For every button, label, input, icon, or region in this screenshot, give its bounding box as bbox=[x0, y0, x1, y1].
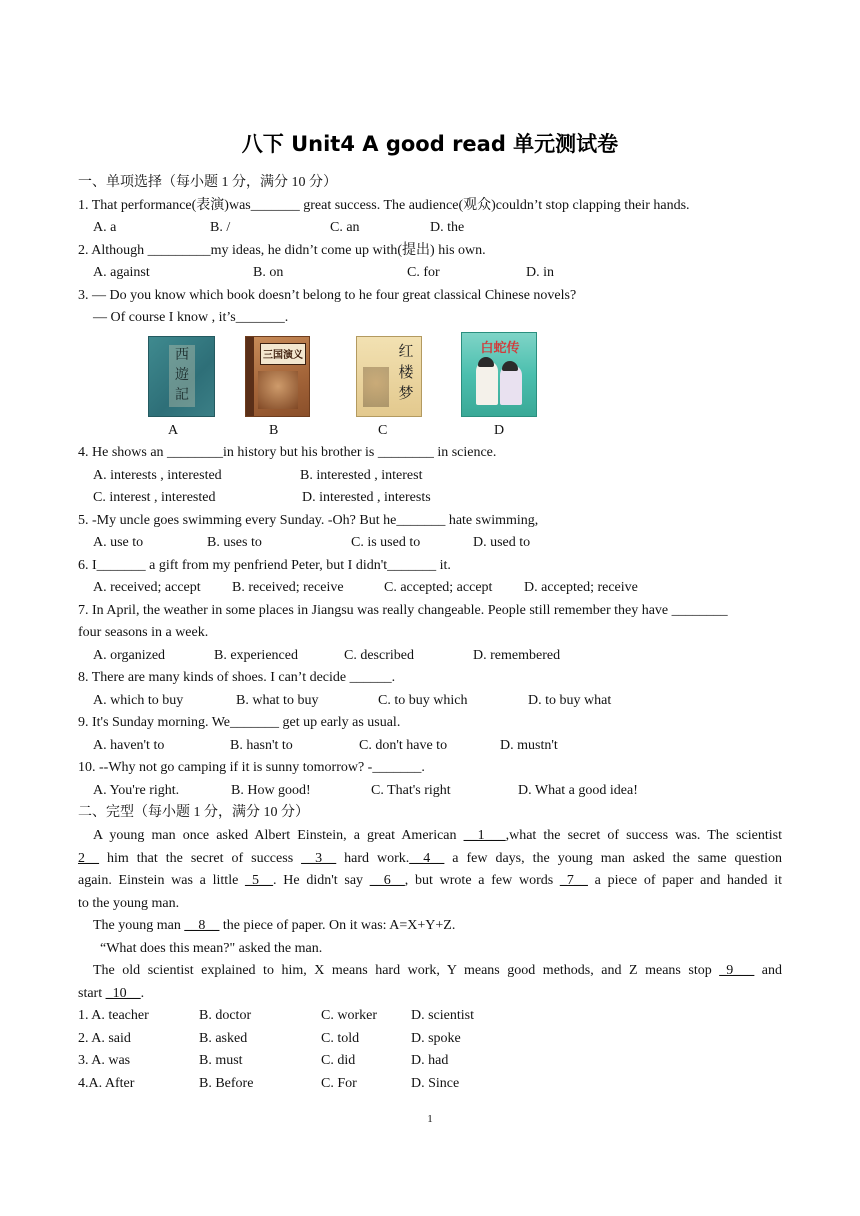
cloze-option: A. After bbox=[88, 1076, 135, 1091]
cloze-number: 2. bbox=[78, 1031, 92, 1046]
question-1-option-d: D. the bbox=[430, 220, 465, 235]
cloze-3-option-a bbox=[78, 1051, 130, 1071]
cloze-1-option-a bbox=[78, 1006, 149, 1026]
question-8-option-b: B. what to buy bbox=[236, 693, 319, 708]
passage-line-4: to the young man. bbox=[78, 896, 180, 911]
cover-label-a: A bbox=[168, 423, 179, 438]
question-9-option-d: D. mustn't bbox=[500, 738, 558, 753]
question-2-option-c: C. for bbox=[407, 265, 440, 280]
question-4-stem: 4. He shows an ________in history but his brother is ________ in science. bbox=[78, 445, 497, 460]
question-1-option-c: C. an bbox=[330, 220, 360, 235]
cloze-3-option-c: C. did bbox=[321, 1053, 356, 1068]
book-cover-a bbox=[148, 336, 215, 417]
cover-label-c: C bbox=[378, 423, 388, 438]
passage-text: The old scientist explained to him, X means hard work, Y means good methods, and Z means stop bbox=[93, 963, 720, 978]
question-4-option-b: B. interested , interest bbox=[300, 468, 423, 483]
blank-9: _9___ bbox=[719, 963, 755, 978]
question-5-option-c: C. is used to bbox=[351, 535, 421, 550]
book-cover-b-title: 三国演义 bbox=[263, 350, 303, 361]
passage-text: hard work. bbox=[336, 851, 410, 866]
question-5-option-a: A. use to bbox=[93, 535, 144, 550]
cloze-1-option-b: B. doctor bbox=[199, 1008, 252, 1023]
question-4-option-a: A. interests , interested bbox=[93, 468, 222, 483]
question-5-option-b: B. uses to bbox=[207, 535, 262, 550]
cloze-option: A. said bbox=[91, 1031, 131, 1046]
passage-text: a piece of paper and handed it bbox=[587, 873, 783, 888]
question-4-option-d: D. interested , interests bbox=[302, 490, 431, 505]
question-1-stem: 1. That performance(表演)was_______ great success. The audience(观众)couldn’t stop clapping their hands. bbox=[78, 198, 690, 213]
passage-text: ,what the secret of success was. The scientist bbox=[505, 828, 782, 843]
question-7-stem-line-2: four seasons in a week. bbox=[78, 625, 209, 640]
cloze-3-option-d: D. had bbox=[411, 1053, 449, 1068]
cloze-3-option-b: B. must bbox=[199, 1053, 243, 1068]
question-6-option-c: C. accepted; accept bbox=[384, 580, 493, 595]
passage-text: . He didn't say bbox=[273, 873, 370, 888]
cloze-2-option-d: D. spoke bbox=[411, 1031, 461, 1046]
book-cover-a-title: 西 遊 記 bbox=[175, 347, 189, 403]
question-3-stem: 3. — Do you know which book doesn’t belong to he four great classical Chinese novels? bbox=[78, 288, 577, 303]
blank-2: 2__ bbox=[78, 851, 99, 866]
question-10-stem: 10. --Why not go camping if it is sunny tomorrow? -_______. bbox=[78, 760, 425, 775]
passage-line-2 bbox=[78, 849, 782, 869]
passage-text: again. Einstein was a little bbox=[78, 873, 246, 888]
cloze-4-option-d: D. Since bbox=[411, 1076, 460, 1091]
question-6-stem: 6. I_______ a gift from my penfriend Peter, but I didn't_______ it. bbox=[78, 558, 451, 573]
question-8-option-d: D. to buy what bbox=[528, 693, 612, 708]
book-cover-d bbox=[461, 332, 537, 417]
cloze-1-option-c: C. worker bbox=[321, 1008, 377, 1023]
cloze-2-option-c: C. told bbox=[321, 1031, 360, 1046]
section-1-heading: 一、单项选择（每小题 1 分，满分 10 分） bbox=[78, 175, 337, 190]
question-10-option-a: A. You're right. bbox=[93, 783, 180, 798]
passage-text: and bbox=[754, 963, 782, 978]
cloze-4-option-b: B. Before bbox=[199, 1076, 254, 1091]
question-7-stem-line-1: 7. In April, the weather in some places in Jiangsu was really changeable. People still remember they have ________ bbox=[78, 603, 728, 618]
question-1-option-b: B. / bbox=[210, 220, 231, 235]
passage-line-5 bbox=[93, 916, 455, 936]
passage-line-7 bbox=[93, 961, 782, 981]
passage-text: , but wrote a few words bbox=[404, 873, 560, 888]
blank-1: __1___ bbox=[463, 828, 506, 843]
question-5-option-d: D. used to bbox=[473, 535, 531, 550]
blank-10: _10__ bbox=[105, 986, 141, 1001]
question-2-option-a: A. against bbox=[93, 265, 150, 280]
question-2-stem: 2. Although _________my ideas, he didn’t come up with(提出) his own. bbox=[78, 243, 486, 258]
question-7-option-c: C. described bbox=[344, 648, 414, 663]
question-8-option-a: A. which to buy bbox=[93, 693, 184, 708]
question-7-option-a: A. organized bbox=[93, 648, 166, 663]
cloze-1-option-d: D. scientist bbox=[411, 1008, 474, 1023]
question-9-option-b: B. hasn't to bbox=[230, 738, 293, 753]
question-6-option-a: A. received; accept bbox=[93, 580, 201, 595]
cloze-2-option-b: B. asked bbox=[199, 1031, 248, 1046]
question-10-option-d: D. What a good idea! bbox=[518, 783, 638, 798]
cloze-number: 4. bbox=[78, 1076, 89, 1091]
question-10-option-c: C. That's right bbox=[371, 783, 451, 798]
passage-text: a few days, the young man asked the same question bbox=[444, 851, 782, 866]
question-6-option-d: D. accepted; receive bbox=[524, 580, 638, 595]
book-cover-b bbox=[245, 336, 310, 417]
question-9-option-c: C. don't have to bbox=[359, 738, 448, 753]
cloze-number: 1. bbox=[78, 1008, 92, 1023]
question-9-stem: 9. It's Sunday morning. We_______ get up early as usual. bbox=[78, 715, 401, 730]
question-6-option-b: B. received; receive bbox=[232, 580, 344, 595]
cloze-option: A. teacher bbox=[91, 1008, 149, 1023]
question-2-option-d: D. in bbox=[526, 265, 554, 280]
passage-line-3 bbox=[78, 871, 782, 891]
passage-line-8 bbox=[78, 984, 144, 1004]
question-1-option-a: A. a bbox=[93, 220, 117, 235]
book-cover-c-title: 红 楼 梦 bbox=[398, 342, 414, 402]
question-7-option-d: D. remembered bbox=[473, 648, 561, 663]
passage-text: start bbox=[78, 986, 106, 1001]
cover-label-b: B bbox=[269, 423, 279, 438]
blank-7: _7__ bbox=[559, 873, 588, 888]
question-2-option-b: B. on bbox=[253, 265, 284, 280]
passage-text: The young man bbox=[93, 918, 185, 933]
passage-text: A young man once asked Albert Einstein, a great American bbox=[93, 828, 464, 843]
question-5-stem: 5. -My uncle goes swimming every Sunday. -Oh? But he_______ hate swimming, bbox=[78, 513, 539, 528]
section-2-heading: 二、完型（每小题 1 分，满分 10 分） bbox=[78, 805, 309, 820]
blank-6: __6__ bbox=[369, 873, 405, 888]
passage-line-1 bbox=[93, 826, 782, 846]
question-4-option-c: C. interest , interested bbox=[93, 490, 216, 505]
blank-3: __3__ bbox=[301, 851, 337, 866]
cloze-4-option-a bbox=[78, 1074, 134, 1094]
cover-label-d: D bbox=[494, 423, 505, 438]
question-8-stem: 8. There are many kinds of shoes. I can’t decide ______. bbox=[78, 670, 396, 685]
book-cover-d-title: 白蛇传 bbox=[480, 341, 520, 356]
question-8-option-c: C. to buy which bbox=[378, 693, 468, 708]
cloze-option: A. was bbox=[91, 1053, 131, 1068]
passage-text: the piece of paper. On it was: A=X+Y+Z. bbox=[219, 918, 456, 933]
passage-text: him that the secret of success bbox=[99, 851, 302, 866]
cloze-2-option-a bbox=[78, 1029, 131, 1049]
question-3-reply: — Of course I know , it’s_______. bbox=[93, 310, 289, 325]
question-10-option-b: B. How good! bbox=[231, 783, 311, 798]
cloze-number: 3. bbox=[78, 1053, 92, 1068]
page-title: 八下 Unit4 A good read 单元测试卷 bbox=[241, 132, 619, 156]
passage-line-6: “What does this mean?" asked the man. bbox=[100, 941, 323, 956]
question-7-option-b: B. experienced bbox=[214, 648, 298, 663]
blank-5: _5__ bbox=[245, 873, 274, 888]
book-cover-c bbox=[356, 336, 422, 417]
blank-4: __4__ bbox=[409, 851, 445, 866]
page-number: 1 bbox=[427, 1113, 433, 1125]
blank-8: __8__ bbox=[184, 918, 220, 933]
question-9-option-a: A. haven't to bbox=[93, 738, 165, 753]
passage-text: . bbox=[140, 986, 145, 1001]
cloze-4-option-c: C. For bbox=[321, 1076, 357, 1091]
